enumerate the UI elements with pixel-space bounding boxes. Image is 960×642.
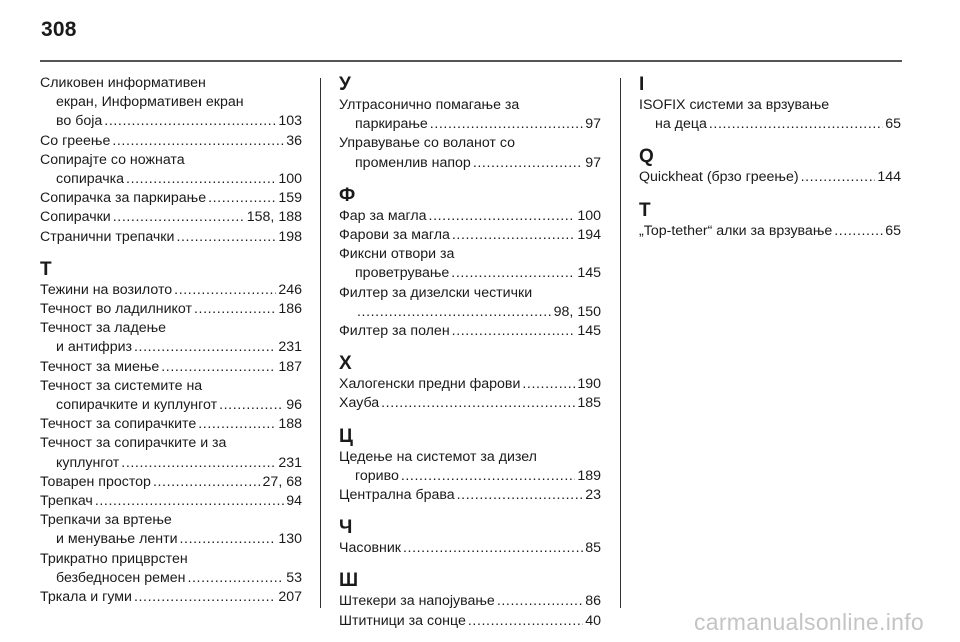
index-entry-text: проветрување xyxy=(355,265,450,282)
index-entry-text: Часовник xyxy=(339,540,401,557)
index-entry-line xyxy=(40,454,302,473)
page-reference[interactable]: 23 xyxy=(585,487,601,504)
leader-dots xyxy=(134,588,276,607)
index-entry-text: Течност за миење xyxy=(40,358,160,375)
leader-dots xyxy=(161,358,276,377)
index-entry-line xyxy=(40,151,302,170)
index-entry xyxy=(40,208,302,227)
index-entry-line xyxy=(40,132,302,151)
index-entry xyxy=(40,132,302,151)
page-reference[interactable]: 188 xyxy=(278,416,302,433)
index-entry-text: Трикратно прицврстен xyxy=(40,550,188,567)
index-entry-line xyxy=(40,300,302,319)
index-entry-text: сопирачка xyxy=(56,171,125,188)
index-entry xyxy=(339,592,601,611)
index-entry xyxy=(40,550,302,588)
leader-dots xyxy=(522,375,575,394)
index-entry-text: безбедносен ремен xyxy=(56,569,186,586)
index-entry-text: во боја xyxy=(56,113,103,130)
leader-dots xyxy=(468,612,583,631)
index-entry-text: Штитници за сонце xyxy=(339,612,466,629)
index-entry xyxy=(40,434,302,472)
column-divider xyxy=(320,78,321,608)
index-entry-line xyxy=(40,208,302,227)
index-letter-heading: Ц xyxy=(339,425,353,447)
index-entry xyxy=(40,473,302,492)
index-entry-text: Фарови за магла xyxy=(339,227,450,244)
index-entry-line xyxy=(40,338,302,357)
index-entry-line xyxy=(40,189,302,208)
index-entry-line xyxy=(40,170,302,189)
index-entry-text: Течност за ладење xyxy=(40,320,167,337)
index-column-1 xyxy=(40,74,302,607)
index-entry xyxy=(339,375,601,394)
index-entry-line xyxy=(40,492,302,511)
index-entry-line xyxy=(339,394,601,413)
index-entry xyxy=(339,322,601,341)
index-column-2 xyxy=(339,74,601,631)
index-entry-text: Ултрасонично помагање за xyxy=(339,97,520,113)
index-entry xyxy=(339,134,601,172)
index-entry xyxy=(339,539,601,558)
index-letter-heading: Ф xyxy=(339,184,356,206)
leader-dots xyxy=(187,569,284,588)
index-entry-line xyxy=(40,530,302,549)
index-entry xyxy=(339,394,601,413)
page-reference[interactable]: 97 xyxy=(585,116,601,133)
index-entry xyxy=(639,168,901,187)
index-entry-line xyxy=(339,375,601,394)
leader-dots xyxy=(457,486,584,505)
page-reference[interactable]: 97 xyxy=(585,154,601,171)
index-entry-text: Сопирачка за паркирање xyxy=(40,190,207,207)
leader-dots xyxy=(104,112,276,131)
index-letter-heading: Х xyxy=(339,353,352,375)
leader-dots xyxy=(180,530,277,549)
index-letter-heading: Т xyxy=(40,258,52,280)
index-entry xyxy=(639,222,901,241)
page-reference[interactable]: 86 xyxy=(585,593,601,610)
index-entry-line xyxy=(339,539,601,558)
index-entry-text: Со греење xyxy=(40,132,111,149)
leader-dots xyxy=(176,228,276,247)
leader-dots xyxy=(208,189,276,208)
index-entry-text: Течност за сопирачките xyxy=(40,416,197,433)
index-entry xyxy=(40,511,302,549)
leader-dots xyxy=(381,394,575,413)
index-entry-text: на деца xyxy=(655,116,707,133)
header-rule xyxy=(40,60,902,62)
page-reference[interactable]: 65 xyxy=(885,222,901,239)
index-letter-heading: У xyxy=(339,74,351,95)
index-entry-line xyxy=(339,284,601,303)
index-letter-heading: Ш xyxy=(339,570,359,592)
index-entry-line xyxy=(639,115,901,134)
page-reference[interactable]: 158, 188 xyxy=(246,209,302,226)
index-entry-text: и антифриз xyxy=(56,339,133,356)
index-entry-line xyxy=(40,377,302,396)
index-entry-text: сопирачките и куплунгот xyxy=(56,397,218,414)
index-entry-text: Филтер за дизелски честички xyxy=(339,284,533,301)
page-reference[interactable]: 27, 68 xyxy=(262,473,302,490)
index-entry xyxy=(40,415,302,434)
page-reference[interactable]: 100 xyxy=(577,207,601,224)
index-entry-text: ISOFIX системи за врзување xyxy=(639,97,830,113)
leader-dots xyxy=(451,264,575,283)
index-entry xyxy=(40,189,302,208)
index-entry-text: Течност во ладилникот xyxy=(40,301,193,318)
leader-dots xyxy=(401,467,575,486)
index-entry-text: Сопирајте со ножната xyxy=(40,151,185,168)
column-divider xyxy=(620,78,621,608)
index-entry-line xyxy=(639,168,901,187)
index-entry-text: Течност за сопирачките и за xyxy=(40,435,227,452)
leader-dots xyxy=(709,115,883,134)
leader-dots xyxy=(430,115,583,134)
index-entry-line xyxy=(339,245,601,264)
leader-dots xyxy=(194,300,276,319)
index-entry-text: Централна брава xyxy=(339,487,455,504)
page-reference[interactable]: 98, 150 xyxy=(553,303,601,320)
index-entry-line xyxy=(40,93,302,112)
index-entry-line xyxy=(339,467,601,486)
index-entry-text: Тежини на возилото xyxy=(40,281,173,298)
index-entry-line xyxy=(339,592,601,611)
index-entry-text: Халогенски предни фарови xyxy=(339,376,521,393)
page-reference[interactable]: 231 xyxy=(278,454,302,471)
index-entry-text: паркирање xyxy=(355,116,428,133)
index-entry xyxy=(40,300,302,319)
index-entry-line xyxy=(40,396,302,415)
index-entry xyxy=(40,74,302,132)
index-entry-text: гориво xyxy=(355,467,399,484)
leader-dots xyxy=(153,473,261,492)
index-entry-line xyxy=(40,415,302,434)
leader-dots xyxy=(112,132,284,151)
index-entry-text: Товарен простор xyxy=(40,473,151,490)
watermark: carmanualsonline.info xyxy=(693,609,924,635)
index-entry-text: Фиксни отвори за xyxy=(339,246,455,263)
index-entry-line xyxy=(40,473,302,492)
index-entry-line xyxy=(40,434,302,453)
index-entry-text: Тркала и гуми xyxy=(40,589,132,606)
index-entry-line xyxy=(40,74,302,93)
index-entry-line xyxy=(40,588,302,607)
index-entry xyxy=(40,281,302,300)
page-reference[interactable]: 145 xyxy=(577,323,601,340)
leader-dots xyxy=(452,322,576,341)
index-entry-line xyxy=(40,569,302,588)
index-entry-text: и менување ленти xyxy=(56,531,178,548)
index-entry-line xyxy=(639,222,901,241)
index-entry xyxy=(639,96,901,134)
leader-dots xyxy=(834,222,883,241)
leader-dots xyxy=(357,303,552,322)
index-entry-line xyxy=(339,486,601,505)
index-entry xyxy=(339,226,601,245)
index-entry-text: Филтер за полен xyxy=(339,323,450,340)
leader-dots xyxy=(403,539,583,558)
index-entry-text: Управување со воланот со xyxy=(339,135,515,152)
page-reference[interactable]: 103 xyxy=(278,113,302,130)
page-reference[interactable]: 65 xyxy=(885,116,901,133)
index-entry-line xyxy=(339,154,601,173)
index-entry-line xyxy=(339,612,601,631)
page-number: 308 xyxy=(41,18,77,41)
page-reference[interactable]: 40 xyxy=(585,612,601,629)
index-entry-text: „Top-tether“ алки за врзување xyxy=(639,222,833,239)
page-reference[interactable]: 198 xyxy=(278,228,302,245)
index-entry-text: Quickheat (брзо греење) xyxy=(639,169,799,186)
index-entry xyxy=(339,207,601,226)
index-letter-heading: I xyxy=(639,74,645,95)
index-letter-heading: Ч xyxy=(339,517,353,539)
leader-dots xyxy=(473,154,583,173)
index-entry-line xyxy=(339,115,601,134)
index-entry-line xyxy=(339,96,601,115)
index-entry-line xyxy=(339,134,601,153)
index-entry-line xyxy=(40,281,302,300)
leader-dots xyxy=(452,226,575,245)
index-entry xyxy=(40,319,302,357)
page-reference[interactable]: 186 xyxy=(278,301,302,318)
index-entry xyxy=(40,377,302,415)
index-entry xyxy=(339,486,601,505)
index-entry xyxy=(339,612,601,631)
index-entry-line xyxy=(339,264,601,283)
index-entry-line xyxy=(40,228,302,247)
index-entry-text: Течност за системите на xyxy=(40,377,203,394)
index-entry-text: Фар за магла xyxy=(339,207,427,224)
page-reference[interactable]: 85 xyxy=(585,540,601,557)
index-entry-line xyxy=(339,207,601,226)
index-letter-heading: Q xyxy=(639,146,654,168)
page-reference[interactable]: 194 xyxy=(577,227,601,244)
index-entry xyxy=(339,284,601,322)
leader-dots xyxy=(497,592,583,611)
leader-dots xyxy=(198,415,276,434)
index-entry-text: куплунгот xyxy=(56,454,120,471)
page-reference[interactable]: 190 xyxy=(577,376,601,393)
index-entry xyxy=(339,96,601,134)
index-entry-line xyxy=(339,448,601,467)
index-entry-line xyxy=(339,303,601,322)
index-column-3 xyxy=(639,74,901,241)
index-entry-line xyxy=(639,96,901,115)
index-entry xyxy=(40,228,302,247)
index-entry xyxy=(339,448,601,486)
index-entry-line xyxy=(40,358,302,377)
page-reference[interactable]: 185 xyxy=(577,395,601,412)
index-entry-text: Странични трепачки xyxy=(40,228,175,245)
index-entry-line xyxy=(339,226,601,245)
index-entry-line xyxy=(40,511,302,530)
leader-dots xyxy=(429,207,576,226)
index-letter-heading: T xyxy=(639,199,651,221)
index-entry-text: екран, Информативен екран xyxy=(56,94,244,111)
page-reference[interactable]: 144 xyxy=(877,169,901,186)
leader-dots xyxy=(174,281,276,300)
page-reference[interactable]: 36 xyxy=(286,132,302,149)
index-entry-text: Сопирачки xyxy=(40,209,111,226)
index-entry xyxy=(339,245,601,283)
index-entry-text: Трепкач xyxy=(40,493,93,510)
page-reference[interactable]: 96 xyxy=(286,397,302,414)
index-entry-text: Трепкачи за вртење xyxy=(40,512,172,529)
page-reference[interactable]: 100 xyxy=(278,171,302,188)
page-reference[interactable]: 130 xyxy=(278,531,302,548)
index-entry-line xyxy=(40,550,302,569)
page-reference[interactable]: 159 xyxy=(278,190,302,207)
page-reference[interactable]: 94 xyxy=(286,493,302,510)
index-entry-line xyxy=(40,112,302,131)
page-reference[interactable]: 246 xyxy=(278,281,302,298)
index-entry-line xyxy=(339,322,601,341)
index-entry-text: Сликовен информативен xyxy=(40,75,206,91)
page-reference[interactable]: 145 xyxy=(577,265,601,282)
leader-dots xyxy=(801,168,876,187)
leader-dots xyxy=(113,208,245,227)
page-reference[interactable]: 187 xyxy=(278,358,302,375)
leader-dots xyxy=(126,170,276,189)
index-entry xyxy=(40,492,302,511)
index-entry-text: Штекери за напојување xyxy=(339,593,495,610)
index-entry-text: Хауба xyxy=(339,395,380,412)
leader-dots xyxy=(95,492,284,511)
page-reference[interactable]: 189 xyxy=(577,467,601,484)
index-entry-text: Цедење на системот за дизел xyxy=(339,448,537,465)
page-reference[interactable]: 207 xyxy=(278,589,302,606)
index-entry-text: променлив напор xyxy=(355,154,471,171)
page-reference[interactable]: 231 xyxy=(278,339,302,356)
index-entry xyxy=(40,358,302,377)
index-entry-line xyxy=(40,319,302,338)
page-reference[interactable]: 53 xyxy=(286,569,302,586)
leader-dots xyxy=(121,454,276,473)
index-entry xyxy=(40,151,302,189)
index-entry xyxy=(40,588,302,607)
leader-dots xyxy=(134,338,276,357)
leader-dots xyxy=(219,396,284,415)
